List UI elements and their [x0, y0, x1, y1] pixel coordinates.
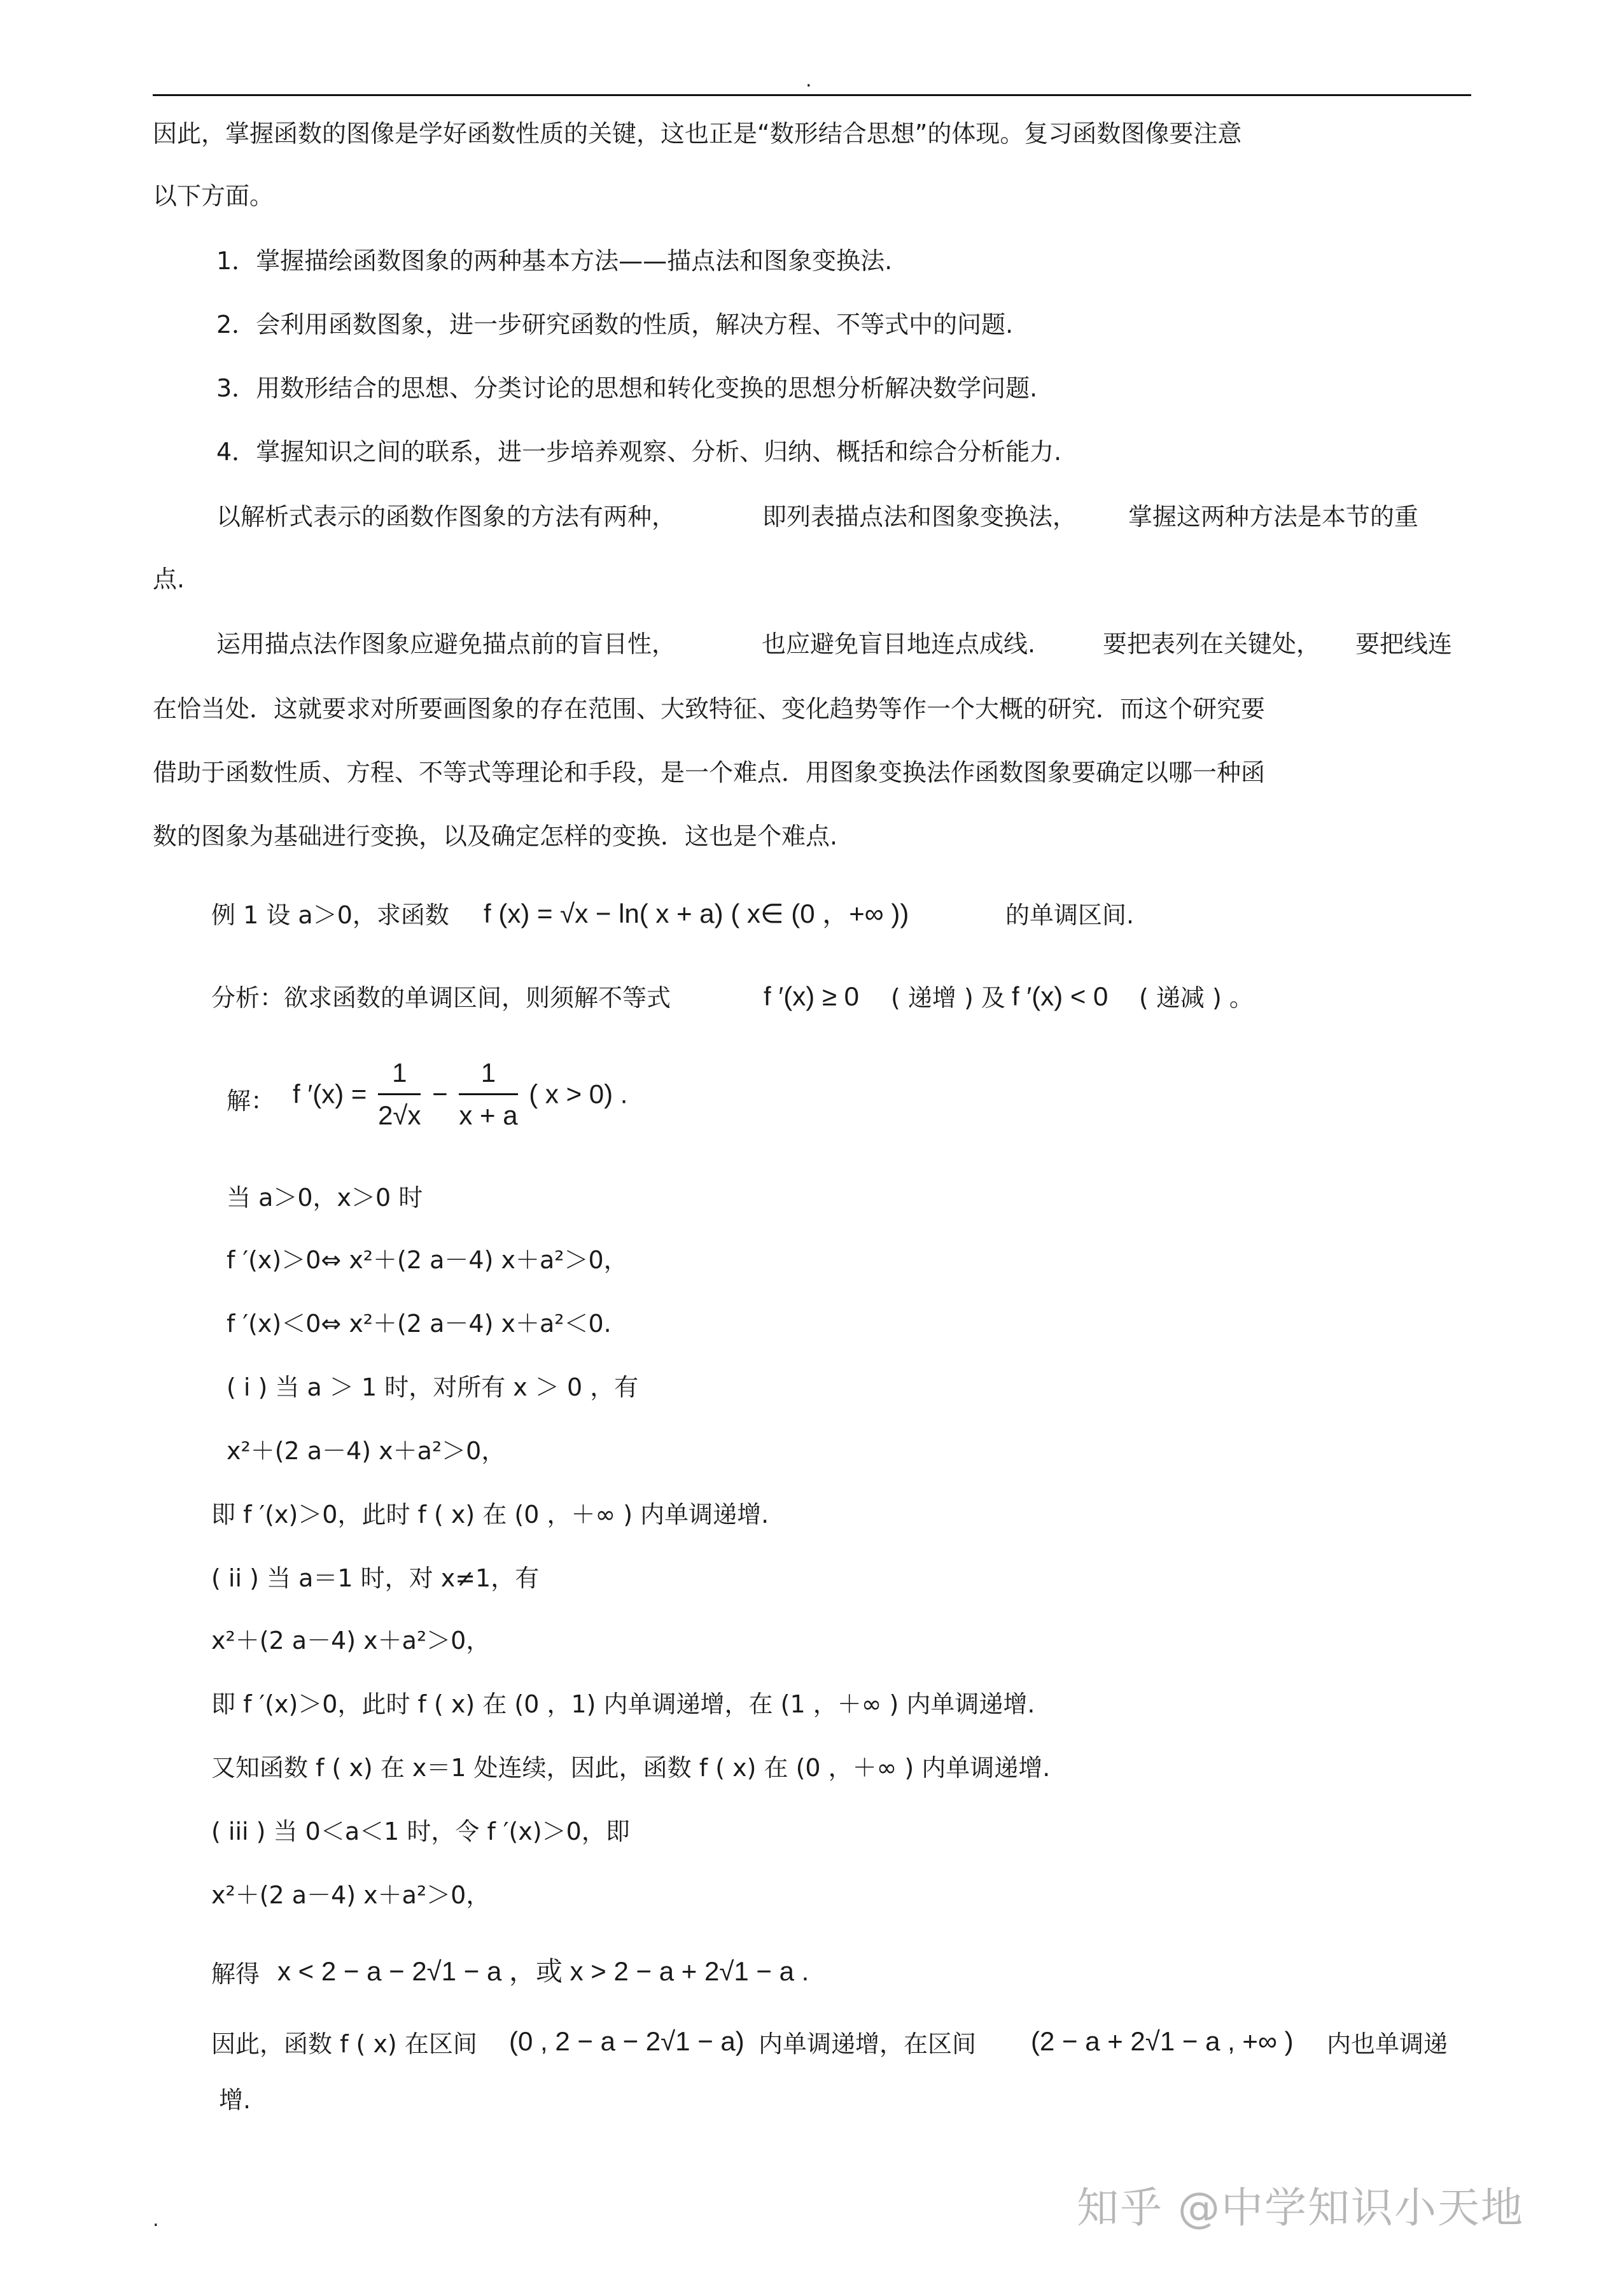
fraction-2-denominator: x + a	[459, 1100, 518, 1130]
derivative-minus: −	[432, 1079, 448, 1109]
result-line-1-prefix: 解得	[211, 1960, 260, 1988]
derivative-condition: ( x > 0) .	[529, 1079, 628, 1109]
result-line-3: 增.	[219, 2086, 251, 2114]
para2-line-2: 在恰当处．这就要求对所要画图象的存在范围、大致特征、变化趋势等作一个大概的研究．而这个研究要	[153, 695, 1266, 723]
step-5: x²＋(2 a－4) x＋a²＞0，	[227, 1437, 506, 1465]
fraction-2	[459, 1056, 517, 1132]
intro-line-2: 以下方面。	[153, 182, 274, 210]
zhihu-watermark: 知乎 @中学知识小天地	[1077, 2183, 1524, 2232]
derivative-equation	[293, 1056, 627, 1132]
para2-line-1a: 运用描点法作图象应避免描点前的盲目性，	[216, 630, 676, 658]
result-interval-2: (2 − a + 2√1 − a , +∞ )	[1031, 2026, 1294, 2056]
intro-line-1: 因此，掌握函数的图像是学好函数性质的关键，这也正是“数形结合思想”的体现。复习函数图像要注意	[153, 120, 1242, 148]
goal-item-3: 3．用数形结合的思想、分类讨论的思想和转化变换的思想分析解决数学问题.	[216, 374, 1038, 402]
para2-line-1d: 要把线连	[1355, 630, 1453, 658]
result-line-1-math: x < 2 − a − 2√1 − a ，或 x > 2 − a + 2√1 − a .	[277, 1956, 809, 1986]
fraction-2-numerator: 1	[459, 1056, 517, 1095]
result-line-2-mid: 内单调递增，在区间	[759, 2030, 977, 2058]
analysis-mid: ( 递增 ) 及	[891, 984, 1005, 1012]
fraction-1-denominator: 2√x	[378, 1100, 421, 1130]
step-7: ( ii ) 当 a＝1 时，对 x≠1，有	[211, 1564, 540, 1592]
para1-line-2: 点.	[153, 565, 185, 593]
para1-line-1c: 掌握这两种方法是本节的重	[1128, 503, 1419, 531]
header-mark: .	[806, 69, 812, 92]
para1-line-1a: 以解析式表示的函数作图象的方法有两种，	[216, 503, 676, 531]
para2-line-1c: 要把表列在关键处，	[1103, 630, 1321, 658]
example-function: f (x) = √x − ln( x + a) ( x∈ (0 ，+∞ ))	[484, 899, 909, 928]
step-2: f ′(x)＞0⇔ x²＋(2 a－4) x＋a²＞0，	[227, 1246, 628, 1274]
step-9: 即 f ′(x)＞0，此时 f ( x) 在 (0 ，1) 内单调递增，在 (1 ，＋∞ ) 内单调递增.	[211, 1690, 1035, 1718]
analysis-suffix: ( 递减 ) 。	[1139, 984, 1254, 1012]
step-10: 又知函数 f ( x) 在 x＝1 处连续，因此，函数 f ( x) 在 (0 ，＋∞ ) 内单调递增.	[211, 1754, 1051, 1782]
result-interval-1: (0 , 2 − a − 2√1 − a)	[509, 2026, 745, 2056]
step-11: ( iii ) 当 0＜a＜1 时，令 f ′(x)＞0，即	[211, 1817, 630, 1845]
example-suffix: 的单调区间.	[1005, 901, 1135, 929]
para1-line-1b: 即列表描点法和图象变换法，	[762, 503, 1077, 531]
para2-line-1b: 也应避免盲目地连点成线.	[762, 630, 1036, 658]
footer-mark: .	[153, 2209, 159, 2231]
solution-label: 解：	[227, 1087, 276, 1115]
derivative-lhs: f ′(x) =	[293, 1079, 367, 1109]
analysis-ineq-decreasing: f ′(x) < 0	[1012, 981, 1108, 1011]
para2-line-4: 数的图象为基础进行变换，以及确定怎样的变换．这也是个难点.	[153, 822, 838, 850]
analysis-prefix: 分析：欲求函数的单调区间，则须解不等式	[211, 984, 671, 1012]
fraction-1-numerator: 1	[378, 1056, 421, 1095]
goal-item-4: 4．掌握知识之间的联系，进一步培养观察、分析、归纳、概括和综合分析能力.	[216, 438, 1062, 466]
result-line-2-suffix: 内也单调递	[1327, 2030, 1448, 2058]
step-3: f ′(x)＜0⇔ x²＋(2 a－4) x＋a²＜0.	[227, 1310, 612, 1338]
step-12: x²＋(2 a－4) x＋a²＞0，	[211, 1881, 491, 1909]
fraction-1	[378, 1056, 421, 1132]
goal-item-1: 1．掌握描绘函数图象的两种基本方法——描点法和图象变换法.	[216, 247, 893, 275]
step-1: 当 a＞0，x＞0 时	[227, 1184, 423, 1212]
header-rule	[153, 94, 1471, 96]
step-4: ( i ) 当 a ＞ 1 时，对所有 x ＞ 0 ，有	[227, 1373, 639, 1401]
para2-line-3: 借助于函数性质、方程、不等式等理论和手段，是一个难点．用图象变换法作函数图象要确定以哪一种函	[153, 759, 1266, 787]
example-prefix: 例 1 设 a＞0，求函数	[211, 901, 449, 929]
step-8: x²＋(2 a－4) x＋a²＞0，	[211, 1627, 491, 1655]
goal-item-2: 2．会利用函数图象，进一步研究函数的性质，解决方程、不等式中的问题.	[216, 311, 1014, 339]
analysis-ineq-increasing: f ′(x) ≥ 0	[764, 981, 859, 1011]
result-line-2-prefix: 因此，函数 f ( x) 在区间	[211, 2030, 477, 2058]
step-6: 即 f ′(x)＞0，此时 f ( x) 在 (0 ，＋∞ ) 内单调递增.	[211, 1501, 769, 1529]
